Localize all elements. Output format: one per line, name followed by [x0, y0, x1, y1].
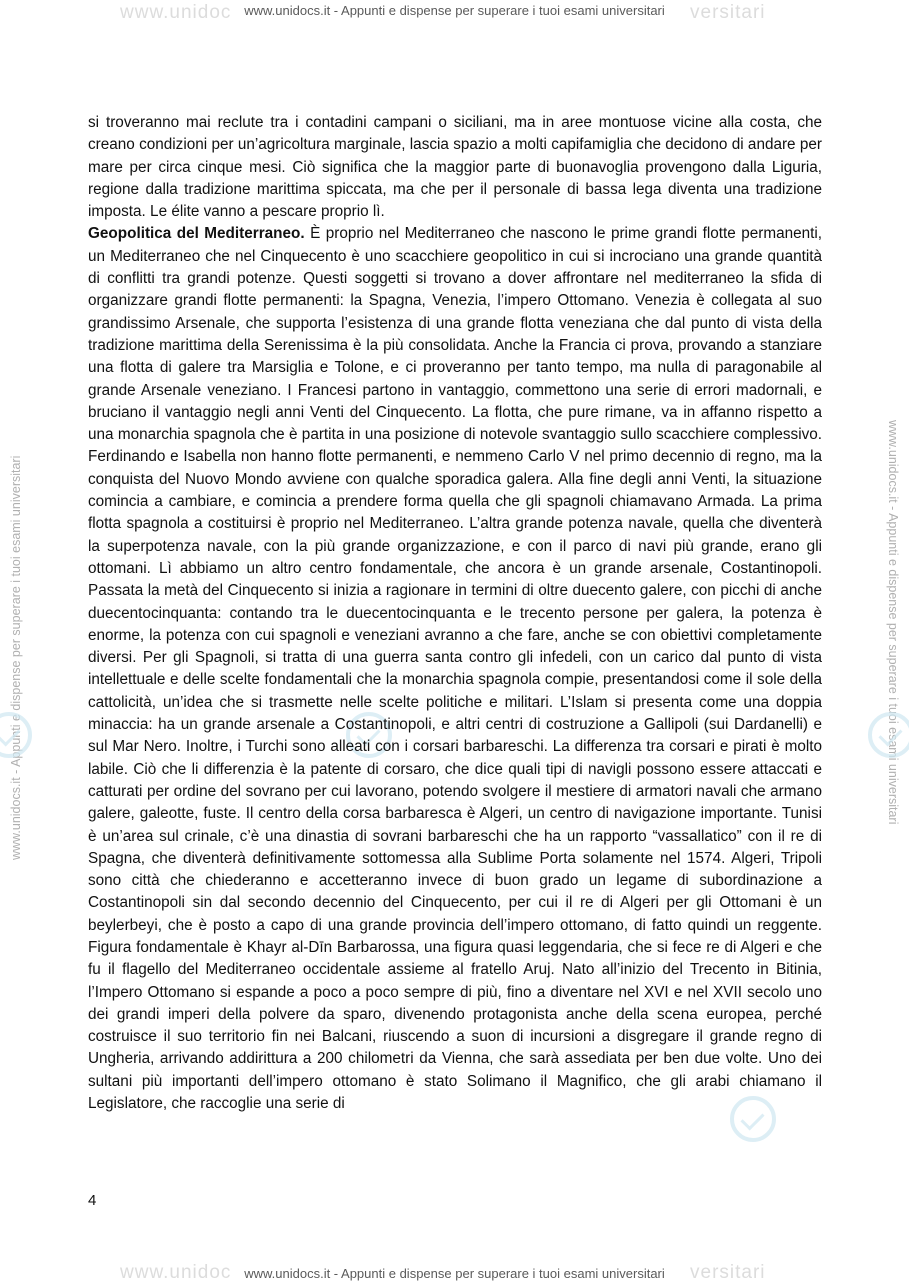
paragraph-geopolitics: [88, 223, 822, 1115]
document-body: [88, 112, 822, 1115]
page-number: 4: [88, 1192, 97, 1209]
watermark-side-left: www.unidocs.it - Appunti e dispense per superare i tuoi esami universitari: [9, 455, 23, 860]
watermark-ghost-top-right: versitari: [690, 2, 766, 23]
watermark-side-right: www.unidocs.it - Appunti e dispense per superare i tuoi esami universitari: [886, 420, 900, 825]
watermark-banner-top: www.unidocs.it - Appunti e dispense per superare i tuoi esami universitari: [244, 3, 665, 18]
paragraph-intro: si troveranno mai reclute tra i contadini campani o siciliani, ma in aree montuose vicine alla costa, che creano condizioni per un’agricoltura marginale, lascia spazio a molti capifamiglia che decidono di andare per mare per circa cinque mesi. Ciò significa che la maggior parte di buonavoglia provengono dalla Liguria, regione dalla tradizione marittima spiccata, ma che per il personale di bassa lega diventa una tradizione imposta. Le élite vanno a pescare proprio lì.: [88, 114, 822, 221]
watermark-banner-bottom: www.unidocs.it - Appunti e dispense per superare i tuoi esami universitari: [244, 1266, 665, 1281]
section-text: È proprio nel Mediterraneo che nascono le prime grandi flotte permanenti, un Mediterraneo che nel Cinquecento è uno scacchiere geopolitico in cui si incrociano una grande quantità di conflitti tra grandi potenze. Questi soggetti si trovano a dover affrontare nel mediterraneo la sfida di organizzare grandi flotte permanenti: la Spagna, Venezia, l’impero Ottomano. Venezia è collegata al suo grandissimo Arsenale, che supporta l’esistenza di una grande flotta veneziana che dal punto di vista della tradizione marittima della Serenissima è la più consolidata. Anche la Francia ci prova, provando a stanziare una flotta di galere tra Marsiglia e Tolone, e ci proveranno per tanto tempo, ma nulla di paragonabile al grande Arsenale veneziano. I Francesi partono in vantaggio, commettono una serie di errori madornali, e bruciano il vantaggio negli anni Venti del Cinquecento. La flotta, che pure rimane, va in affanno rispetto a una monarchia spagnola che è partita in una posizione di notevole svantaggio sullo scacchiere complessivo. Ferdinando e Isabella non hanno flotte permanenti, e nemmeno Carlo V nel primo decennio di regno, ma la conquista del Nuovo Mondo avviene con qualche sporadica galera. Alla fine degli anni Venti, la situazione comincia a cambiare, e comincia a prendere forma quella che gli spagnoli chiamavano Armada. La prima flotta spagnola a costituirsi è proprio nel Mediterraneo. L’altra grande potenza navale, quella che diventerà la superpotenza navale, con la più grande organizzazione, e con il parco di navi più grande, erano gli ottomani. Lì abbiamo un altro centro fondamentale, che ancora è un grande arsenale, Costantinopoli. Passata la metà del Cinquecento si inizia a ragionare in termini di oltre duecento galere, con picchi di anche duecentocinquanta: contando tra le duecentocinquanta e le trecento persone per galera, la potenza è enorme, la potenza con cui spagnoli e veneziani avranno a che fare, anche se con obiettivi completamente diversi. Per gli Spagnoli, si tratta di una guerra santa contro gli infedeli, con un carico dal punto di vista intellettuale e delle scelte fondamentali che la monarchia spagnola compie, presentandosi come il sole della cattolicità, un’idea che si trasmette nelle scelte politiche e militari. L’Islam si presenta come una doppia minaccia: ha un grande arsenale a Costantinopoli, e altri centri di costruzione a Gallipoli (sui Dardanelli) e sul Mar Nero. Inoltre, i Turchi sono alleati con i corsari barbareschi. La differenza tra corsari e pirati è molto labile. Ciò che li differenzia è la patente di corsaro, che dice quali tipi di navigli possono essere attaccati e catturati per ordine del sovrano per cui lavorano, potendo svolgere il mestiere di armatori navali che armano galere, galeotte, fuste. Il centro della corsa barbaresca è Algeri, un centro di navigazione importante. Tunisi è un’area sul crinale, c’è una dinastia di sovrani barbareschi che ha un rapporto “vassallatico” con il re di Spagna, che diventerà definitivamente sottomessa alla Sublime Porta solamente nel 1574. Algeri, Tripoli sono città che chiederanno e accetteranno invece di buon grado un legame di subordinazione a Costantinopoli sin dal secondo decennio del Cinquecento, per cui il re di Algeri per gli Ottomani è un beylerbeyi, che è posto a capo di una grande provincia dell’impero ottomano, di fatto quindi un reggente. Figura fondamentale è Khayr al-Dīn Barbarossa, una figura quasi leggendaria, che si fece re di Algeri e che fu il flagello del Mediterraneo occidentale assieme al fratello Aruj. Nato all’inizio del Trecento in Bitinia, l’Impero Ottomano si espande a poco a poco sempre di più, fino a diventare nel XVI e nel XVII secolo uno dei grandi imperi della polvere da sparo, divenendo protagonista anche della scena europea, perché costruisce il suo territorio fin nei Balcani, riuscendo a suon di incursioni a disgregare il grande regno di Ungheria, arrivando addirittura a 200 chilometri da Vienna, che sarà assediata per ben due volte. Uno dei sultani più importanti dell’impero ottomano è stato Solimano il Magnifico, che gli arabi chiamano il Legislatore, che raccoglie una serie di: [88, 225, 823, 1113]
watermark-ghost-top-left: www.unidoc: [120, 2, 232, 23]
watermark-ghost-bottom-right: versitari: [690, 1262, 766, 1283]
watermark-logo-icon: [868, 712, 909, 758]
section-heading: Geopolitica del Mediterraneo.: [88, 225, 305, 243]
watermark-logo-icon: [0, 712, 32, 758]
watermark-ghost-bottom-left: www.unidoc: [120, 1262, 232, 1283]
